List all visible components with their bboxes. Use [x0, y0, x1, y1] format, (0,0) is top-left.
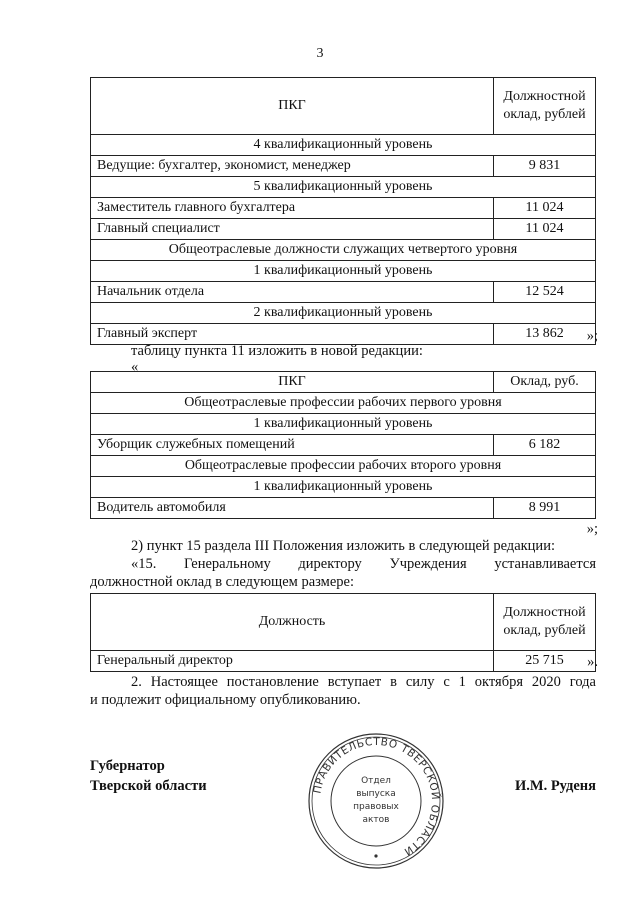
header-cell-name: ПКГ [91, 78, 494, 135]
paragraph-effective-line2: и подлежит официальному опубликованию. [90, 692, 361, 708]
stamp-line-2: выпуска [356, 789, 396, 799]
paragraph-point-15-line2: должностной оклад в следующем размере: [90, 574, 354, 590]
page-number: 3 [316, 46, 324, 61]
position-cell: Заместитель главного бухгалтера [91, 198, 494, 219]
group-cell: Общеотраслевые профессии рабочих второго уровня [91, 456, 596, 477]
signature-title [90, 756, 207, 796]
paragraph-effective-line1 [131, 673, 596, 691]
position-cell: Уборщик служебных помещений [91, 435, 494, 456]
signature-title-line1: Губернатор [90, 758, 165, 774]
group-cell: 4 квалификационный уровень [91, 135, 596, 156]
signature-name: И.М. Руденя [514, 778, 596, 794]
header-cell-value: Должностной оклад, рублей [494, 594, 596, 651]
table-row [91, 156, 596, 177]
salary-table-1 [90, 77, 596, 345]
table-row [91, 498, 596, 519]
official-stamp [306, 731, 446, 871]
salary-cell: 11 024 [494, 198, 596, 219]
group-cell: Общеотраслевые профессии рабочих первого уровня [91, 393, 596, 414]
closing-quote-1: »; [586, 328, 598, 344]
paragraph-table-11: таблицу пункта 11 изложить в новой редакции: [131, 343, 423, 359]
position-cell: Главный эксперт [91, 324, 494, 345]
header-cell-name: ПКГ [91, 372, 494, 393]
paragraph-effective-text: 2. Настоящее постановление вступает в силу с 1 октября 2020 года [131, 674, 596, 690]
stamp-line-1: Отдел [361, 776, 391, 786]
table-row [91, 198, 596, 219]
stamp-line-4: актов [362, 815, 390, 825]
opening-quote: « [131, 359, 139, 375]
group-cell: 1 квалификационный уровень [91, 261, 596, 282]
header-cell-name: Должность [91, 594, 494, 651]
salary-cell: 12 524 [494, 282, 596, 303]
position-cell: Начальник отдела [91, 282, 494, 303]
table-group-row [91, 240, 596, 261]
table-group-row [91, 261, 596, 282]
group-cell: 2 квалификационный уровень [91, 303, 596, 324]
salary-cell: 8 991 [494, 498, 596, 519]
salary-cell: 9 831 [494, 156, 596, 177]
stamp-line-3: правовых [353, 802, 399, 812]
paragraph-point-15-line1: «15. Генеральному директору Учреждения устанавливается [131, 556, 596, 572]
table-group-row [91, 177, 596, 198]
table-header-row [91, 78, 596, 135]
table-group-row [91, 414, 596, 435]
table-group-row [91, 393, 596, 414]
position-cell: Генеральный директор [91, 651, 494, 672]
header-cell-value: Должностной оклад, рублей [494, 78, 596, 135]
table-row [91, 435, 596, 456]
header-cell-value: Оклад, руб. [494, 372, 596, 393]
group-cell: 1 квалификационный уровень [91, 477, 596, 498]
salary-cell: 6 182 [494, 435, 596, 456]
director-salary-table [90, 593, 596, 672]
group-cell: 5 квалификационный уровень [91, 177, 596, 198]
closing-quote-3: ». [587, 654, 598, 670]
position-cell: Ведущие: бухгалтер, экономист, менеджер [91, 156, 494, 177]
table-group-row [91, 456, 596, 477]
table-group-row [91, 135, 596, 156]
table-group-row [91, 477, 596, 498]
paragraph-point-15-text [131, 555, 596, 573]
table-header-row [91, 372, 596, 393]
table-group-row [91, 303, 596, 324]
position-cell: Главный специалист [91, 219, 494, 240]
table-row [91, 219, 596, 240]
stamp-ring-text: ПРАВИТЕЛЬСТВО ТВЕРСКОЙ ОБЛАСТИ [311, 735, 442, 858]
group-cell: Общеотраслевые должности служащих четвертого уровня [91, 240, 596, 261]
signature-title-line2: Тверской области [90, 778, 207, 794]
paragraph-point-15: 2) пункт 15 раздела III Положения изложить в следующей редакции: [131, 538, 555, 554]
position-cell: Водитель автомобиля [91, 498, 494, 519]
table-header-row [91, 594, 596, 651]
salary-cell: 11 024 [494, 219, 596, 240]
closing-quote-2: »; [586, 521, 598, 537]
table-row [91, 282, 596, 303]
stamp-dot [374, 854, 377, 857]
salary-cell: 13 862 [494, 324, 596, 345]
salary-cell: 25 715 [494, 651, 596, 672]
salary-table-2 [90, 371, 596, 519]
table-row [91, 651, 596, 672]
group-cell: 1 квалификационный уровень [91, 414, 596, 435]
